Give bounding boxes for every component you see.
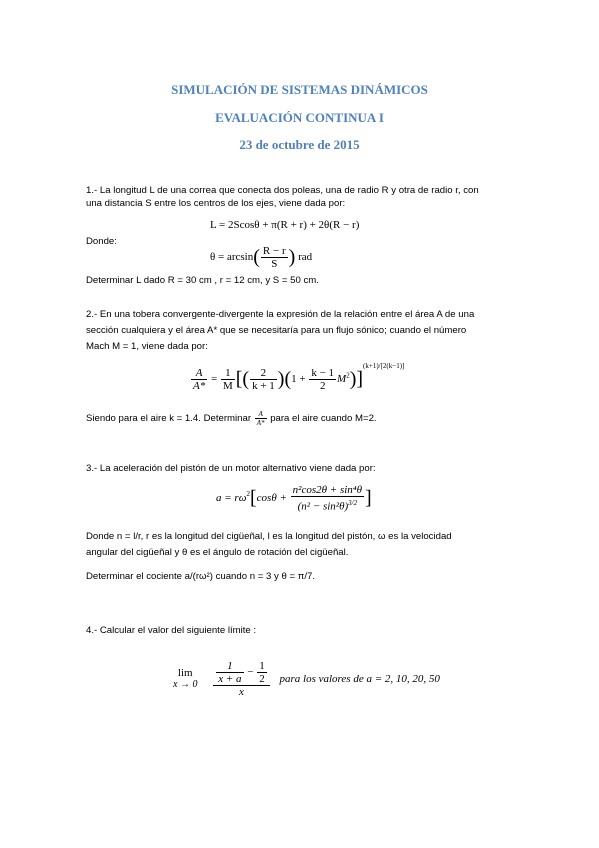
q4-values: para los valores de a = 2, 10, 20, 50 [279,672,440,685]
q3-eq-num: n²cos2θ + sin⁴θ [292,484,363,496]
q4-outer-fraction [213,660,270,698]
q3-where-line2: angular del cigüeñal y θ es el ángulo de rotación del cigüeñal. [86,547,349,558]
q4-lim-sub: x → 0 [173,679,198,690]
q2-lhs-num: A [191,367,207,380]
q1-eq2-unit: rad [298,251,313,264]
q3-eq-lhs: a = rω [216,491,247,504]
q2-text-line3: Mach M = 1, viene dada por: [86,341,208,352]
q2-lhs-den: A* [193,379,206,392]
q4-inner-den2: 2 [259,673,265,685]
q4-minus: − [247,666,254,679]
q2-two-b: 2 [319,379,326,392]
q3-task: Determinar el cociente a/(rω²) cuando n = 3 y θ = π/7. [86,571,316,582]
evaluation-title: EVALUACIÓN CONTINUA I [215,110,384,125]
q1-equation-length: L = 2Scosθ + π(R + r) + 2θ(R − r) [210,219,360,231]
q1-text-line1: 1.- La longitud L de una correa que conecta dos poleas, una de radio R y otra de radio r, con [86,185,479,196]
course-title: SIMULACIÓN DE SISTEMAS DINÁMICOS [171,82,428,97]
q2-task-num: A [255,410,267,419]
q1-eq2-left: θ = arcsin [210,251,254,264]
q4-inner-den1: x + a [218,673,242,685]
q2-text-line1: 2.- En una tobera convergente-divergente la expresión de la relación entre el área A de una [86,309,475,320]
q2-m2: M [337,373,347,385]
q4-lim [171,667,199,691]
q2-one-plus: 1 + [291,373,306,385]
q2-km1-over-two [309,367,336,392]
q2-one: 1 [221,367,235,380]
q4-inner-frac2 [257,660,267,685]
q2-task [86,410,377,427]
q2-task-b: para el aire cuando M=2. [270,413,377,425]
q4-outer-den: x [239,686,244,698]
q3-eq-den [291,497,364,513]
q2-exponent: (k+1)/[2(k−1)] [363,362,405,370]
q4-text-line1: 4.- Calcular el valor del siguiente límite : [86,625,257,636]
q1-equation-theta: θ = arcsin( $\frac{R - r}{S}$ ) rad [210,245,313,270]
q3-text-line1: 3.- La aceleración del pistón de un motor alternativo viene dada por: [86,463,376,474]
q4-inner-frac1 [216,660,243,685]
q2-task-fraction [255,410,267,427]
q3-eq-cos: cosθ + [256,491,287,504]
q3-eq-den-exp: 3/2 [348,499,358,507]
q3-where-line1: Donde n = l/r, r es la longitud del cigüeñal, l es la longitud del pistón, ω es la velocidad [86,531,452,542]
q1-eq2-fraction [261,245,288,270]
q3-equation-acceleration: $a = r\omega^2[\cos\theta$ + $\frac{\text{n²cos2θ + sin⁴θ}}{(n^2 - \sin^2\theta)^{3/2}}$ ] [216,484,372,513]
q1-donde: Donde: [86,236,117,247]
q3-eq-den-base: (n² − sin²θ) [297,500,349,513]
q4-outer-num [213,660,270,686]
date-title: 23 de octubre de 2015 [239,137,360,152]
q4-equation-limit [170,660,440,698]
q1-task: Determinar L dado R = 30 cm , r = 12 cm, y S = 50 cm. [86,275,319,286]
q2-task-a: Siendo para el aire k = 1.4. Determinar [86,413,252,425]
q1-eq2-den: S [271,258,278,270]
q4-inner-num1: 1 [216,660,243,673]
q4-inner-num2: 1 [259,660,265,672]
q2-equation-area-ratio: $\frac{A}{A*}$ = $\frac{1}{M}$ [( $\frac{2}{k + 1}$ )(1 + $\frac{k - 1}{2}$ $M^2)]^{(k+1)/[2(k-1)]}$ [193,362,405,392]
q4-lim-word: lim [177,667,193,679]
q2-m: M [222,379,233,392]
q3-eq-fraction [291,484,364,513]
q2-task-den: A* [256,419,265,427]
q2-kp1: k + 1 [252,379,275,392]
q2-lhs-fraction [191,367,207,392]
q1-eq2-num: R − r [262,245,286,257]
q2-text-line2: sección cualquiera y el área A* que se necesitaría para un flujo sónico; cuando el número [86,325,467,336]
q2-one-over-m [221,367,235,392]
q2-two-over-kp1 [250,367,277,392]
q1-text-line2: una distancia S entre los centros de los ejes, viene dada por: [86,198,346,209]
q2-two: 2 [250,367,277,380]
q2-km1: k − 1 [311,366,335,379]
